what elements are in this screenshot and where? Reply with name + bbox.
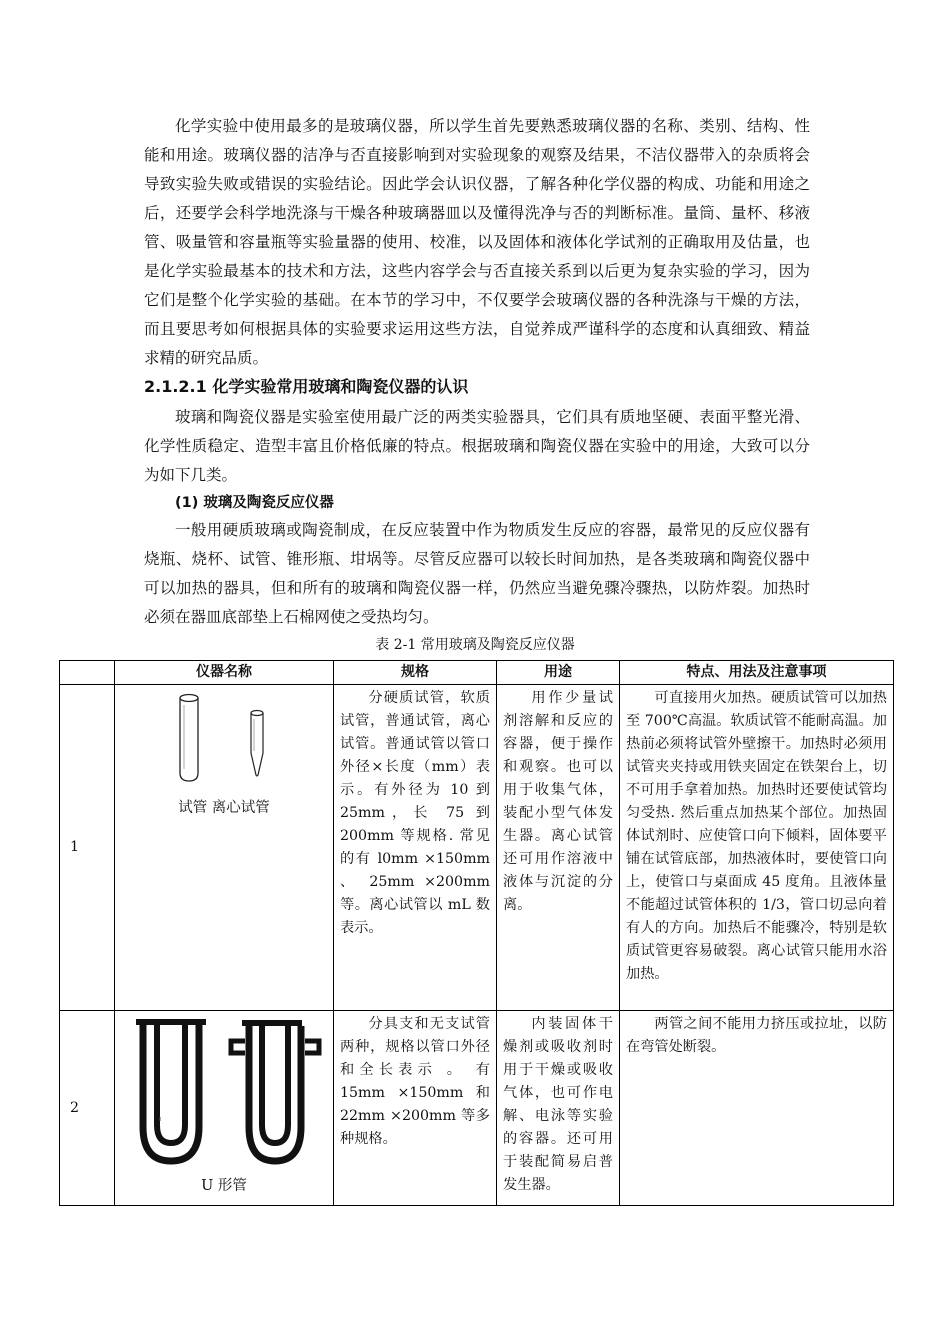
table-caption: 表 2-1 常用玻璃及陶瓷反应仪器: [375, 637, 575, 653]
notes-cell: 两管之间不能用力挤压或拉址，以防在弯管处断裂。: [620, 1011, 894, 1206]
figure-label-test-tubes: 试管 离心试管: [178, 800, 270, 816]
usage-cell: 内装固体干燥剂或吸收剂时用于干燥或吸收气体，也可作电解、电泳等实验的容器。还可用于装配简易启普发生器。: [497, 1011, 620, 1206]
row-number: 1: [60, 685, 115, 1011]
table-row: [60, 1011, 894, 1206]
row-number: 2: [60, 1011, 115, 1206]
centrifuge-tube-icon: [249, 709, 265, 787]
test-tube-icon: [177, 693, 201, 791]
subsection-paragraph: 一般用硬质玻璃或陶瓷制成，在反应装置中作为物质发生反应的容器，最常见的反应仪器有烧瓶、烧杯、试管、锥形瓶、坩埚等。尽管反应器可以较长时间加热，是各类玻璃和陶瓷仪器中可以加热的器具，但和所有的玻璃和陶瓷仪器一样，仍然应当避免骤冷骤热，以防炸裂。加热时必须在器皿底部垫上石棉网使之受热均匀。: [144, 521, 810, 626]
instrument-table: [59, 660, 894, 1206]
figure-label-u-tube: U 形管: [201, 1178, 247, 1194]
header-notes: 特点、用法及注意事项: [620, 661, 894, 685]
subsection-heading: (1) 玻璃及陶瓷反应仪器: [175, 495, 334, 511]
notes-cell: 可直接用火加热。硬质试管可以加热至 700℃高温。软质试管不能耐高温。加热前必须将试管外壁擦干。加热时必须用试管夹夹持或用铁夹固定在铁架台上，切不可用手拿着加热。加热时还要使试管均匀受热. 然后重点加热某个部位。加热固体试剂时、应使管口向下倾料，固体要平铺在试管底部，加热液体时，要使管口向上，使管口与桌面成 45 度角。且液体量不能超过试管体积的 1/3，管口切忌向着有人的方向。加热后不能骤冷，特别是软质试管更容易破裂。离心试管只能用水浴加热。: [620, 685, 894, 1011]
instrument-figure-cell: [115, 1011, 334, 1206]
header-instrument-name: 仪器名称: [115, 661, 334, 685]
instrument-figure-cell: [115, 685, 334, 1011]
header-index: [60, 661, 115, 685]
u-tube-icon: [135, 1017, 207, 1175]
intro-paragraph: 化学实验中使用最多的是玻璃仪器，所以学生首先要熟悉玻璃仪器的名称、类别、结构、性能和用途。玻璃仪器的洁净与否直接影响到对实验现象的观察及结果，不洁仪器带入的杂质将会导致实验失败或错误的实验结论。因此学会认识仪器，了解各种化学仪器的构成、功能和用途之后，还要学会科学地洗涤与干燥各种玻璃器皿以及懂得洗净与否的判断标准。量筒、量杯、移液管、吸量管和容量瓶等实验量器的使用、校准，以及固体和液体化学试剂的正确取用及估量，也是化学实验最基本的技术和方法，这些内容学会与否直接关系到以后更为复杂实验的学习，因为它们是整个化学实验的基础。在本节的学习中，不仅要学会玻璃仪器的各种洗涤与干燥的方法，而且要思考如何根据具体的实验要求运用这些方法，自觉养成严谨科学的态度和认真细致、精益求精的研究品质。: [144, 117, 810, 367]
section-heading: 2.1.2.1 化学实验常用玻璃和陶瓷仪器的认识: [144, 377, 469, 396]
table-header-row: [60, 661, 894, 685]
usage-cell: 用作少量试剂溶解和反应的容器，便于操作和观察。也可以用于收集气体，装配小型气体发生器。离心试管还可用作溶液中液体与沉淀的分离。: [497, 685, 620, 1011]
header-usage: 用途: [497, 661, 620, 685]
header-specification: 规格: [334, 661, 497, 685]
table-row: [60, 685, 894, 1011]
section-paragraph: 玻璃和陶瓷仪器是实验室使用最广泛的两类实验器具，它们具有质地坚硬、表面平整光滑、化学性质稳定、造型丰富且价格低廉的特点。根据玻璃和陶瓷仪器在实验中的用途，大致可以分为如下几类。: [144, 408, 810, 484]
spec-cell: 分具支和无支试管两种，规格以管口外径和全长表示 。 有 15mm ×150mm 和 22mm ×200mm 等多种规格。: [334, 1011, 497, 1206]
spec-cell: 分硬质试管，软质试管，普通试管，离心试管。普通试管以管口外径×长度（mm）表示。有外径为 10 到 25mm，长 75 到 200mm 等规格. 常见的有 l0mm ×150mm 、 25mm ×200mm 等。离心试管以 mL 数表示。: [334, 685, 497, 1011]
branched-u-tube-icon: [227, 1017, 323, 1175]
